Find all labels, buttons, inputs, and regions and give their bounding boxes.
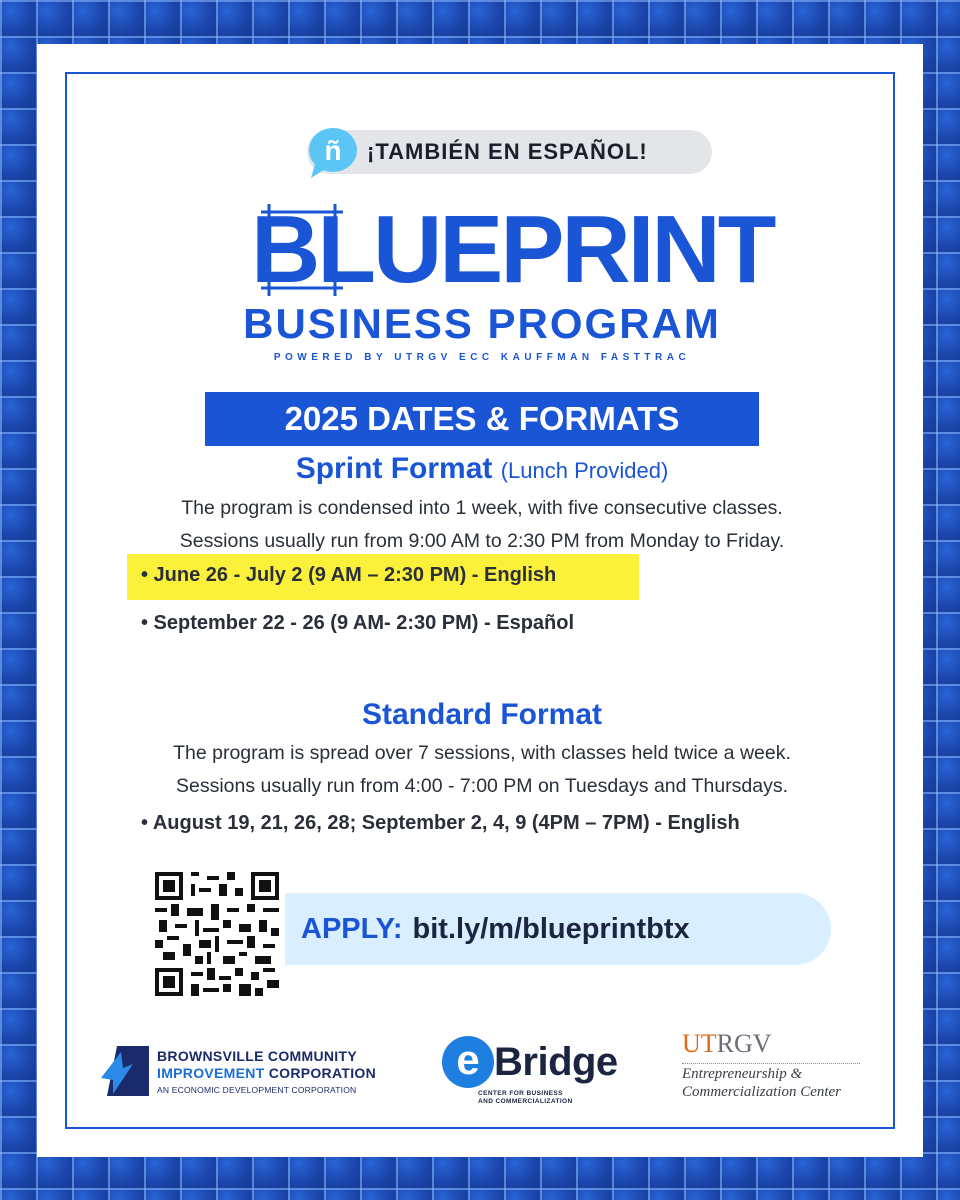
- standard-description: [67, 737, 897, 803]
- blueprint-title: BLUEPRINT: [251, 196, 774, 303]
- standard-description-line: Sessions usually run from 4:00 - 7:00 PM on Tuesdays and Thursdays.: [175, 775, 789, 797]
- sprint-description-line: Sessions usually run from 9:00 AM to 2:30 PM from Monday to Friday.: [179, 530, 785, 552]
- powered-by-line: POWERED BY UTRGV ECC KAUFFMAN FASTTRAC: [273, 352, 691, 363]
- utrgv-center-name: Entrepreneurship &: [682, 1066, 803, 1082]
- program-subtitle: BUSINESS PROGRAM: [243, 300, 721, 347]
- ebridge-tagline: CENTER FOR BUSINESS: [478, 1090, 563, 1097]
- blueprint-logo: [251, 196, 774, 303]
- standard-format-heading: [67, 698, 897, 732]
- sprint-description: [67, 492, 897, 558]
- flyer-card: [37, 44, 923, 1157]
- utrgv-center-name: Commercialization Center: [682, 1084, 842, 1100]
- ebridge-logo: [442, 1036, 642, 1106]
- sprint-format-note: (Lunch Provided): [500, 458, 669, 483]
- ebridge-tagline: AND COMMERCIALIZATION: [478, 1098, 573, 1105]
- apply-link-box[interactable]: [285, 893, 831, 965]
- sprint-description-line: The program is condensed into 1 week, with five consecutive classes.: [181, 497, 783, 519]
- utrgv-rgv: RGV: [716, 1029, 772, 1058]
- utrgv-divider: [682, 1063, 860, 1064]
- speech-bubble-icon: [307, 126, 359, 174]
- dates-formats-banner: 2025 DATES & FORMATS: [205, 392, 759, 446]
- bcic-corporation-word: CORPORATION: [264, 1065, 376, 1081]
- utrgv-ut: UT: [682, 1029, 717, 1058]
- bcic-arrow-icon: [99, 1044, 151, 1098]
- apply-label: APPLY:: [301, 912, 403, 945]
- ebridge-e-icon: e: [442, 1036, 494, 1088]
- qr-code-icon[interactable]: [155, 872, 279, 996]
- standard-format-title: Standard Format: [361, 698, 603, 731]
- bubble-letter: ñ: [324, 135, 342, 166]
- flyer-inner-border: [65, 72, 895, 1129]
- utrgv-wordmark: [682, 1029, 772, 1059]
- bcic-name-line: [157, 1065, 376, 1081]
- sprint-format-heading: [67, 452, 897, 486]
- bcic-logo: [99, 1044, 419, 1104]
- sprint-date-item: • June 26 - July 2 (9 AM – 2:30 PM) - English: [141, 564, 557, 586]
- spanish-availability-text: ¡TAMBIÉN EN ESPAÑOL!: [367, 139, 648, 164]
- bcic-name-line: BROWNSVILLE COMMUNITY: [157, 1048, 357, 1064]
- ebridge-word: Bridge: [494, 1040, 618, 1084]
- apply-url[interactable]: bit.ly/m/blueprintbtx: [412, 912, 690, 945]
- sprint-date-item: • September 22 - 26 (9 AM- 2:30 PM) - Español: [141, 612, 575, 634]
- spanish-availability-badge: [307, 130, 712, 174]
- sprint-format-title: Sprint Format: [295, 452, 493, 485]
- standard-description-line: The program is spread over 7 sessions, with classes held twice a week.: [173, 742, 791, 764]
- bcic-tagline: AN ECONOMIC DEVELOPMENT CORPORATION: [157, 1085, 357, 1095]
- utrgv-logo: [682, 1029, 882, 1109]
- standard-date-item: • August 19, 21, 26, 28; September 2, 4, 9 (4PM – 7PM) - English: [141, 812, 740, 834]
- bcic-improvement-word: IMPROVEMENT: [157, 1065, 265, 1081]
